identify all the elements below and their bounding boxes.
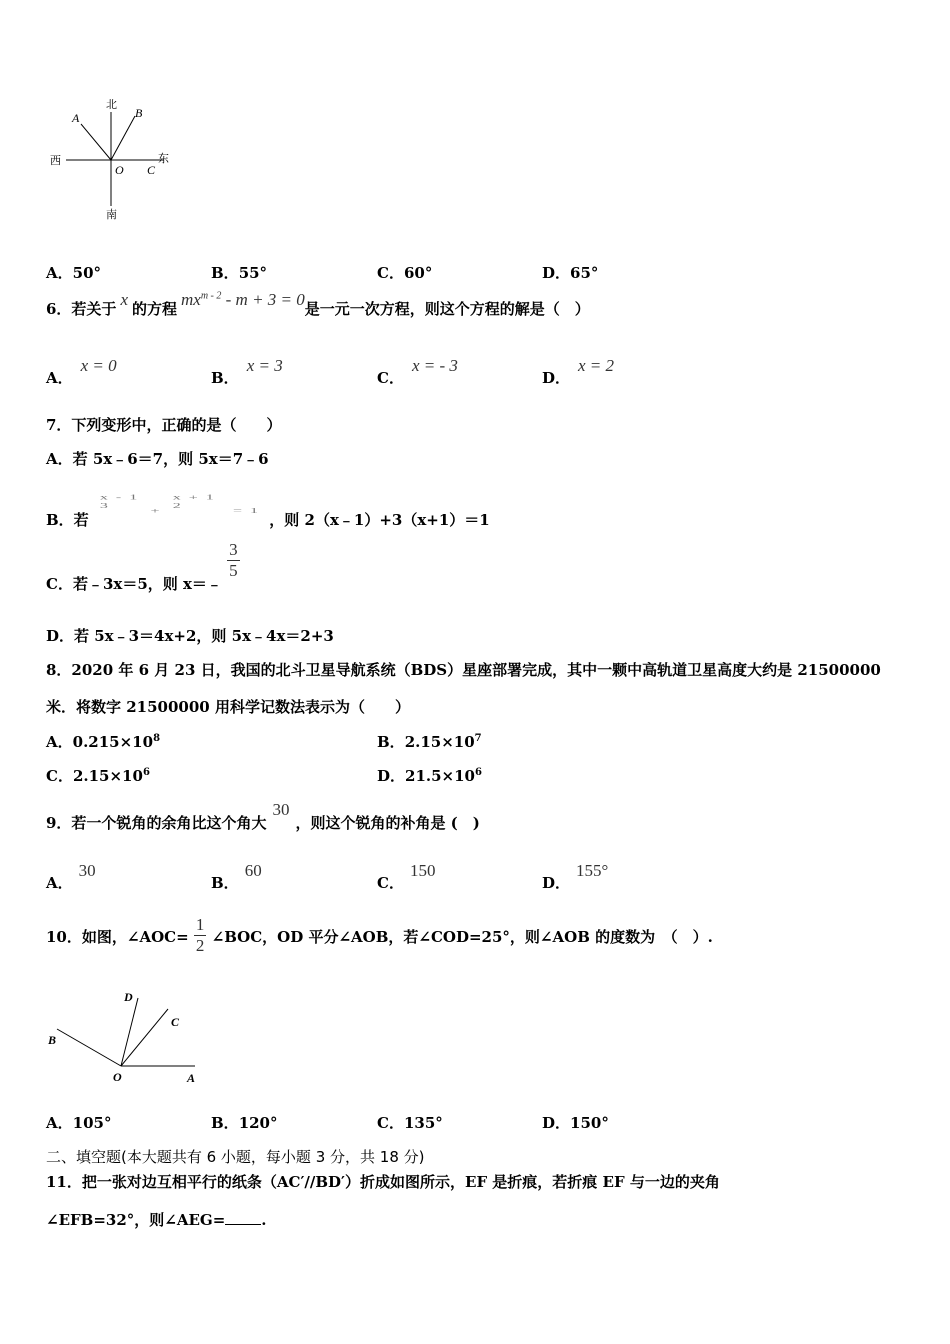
label-a: A xyxy=(187,1071,196,1085)
label-south: 南 xyxy=(106,208,117,221)
label-west: 西 xyxy=(50,154,61,167)
answer-blank[interactable] xyxy=(225,1210,261,1225)
q7-c-fraction: $\frac{3}{5}$ xyxy=(229,540,238,580)
q9-option-c[interactable]: C．150 xyxy=(377,861,436,892)
q11-stem-line2: ∠EFB=32°，则∠AEG= . xyxy=(46,1211,267,1229)
q9-stem: 9．若一个锐角的余角比这个角大30，则这个锐角的补角是 ( ) xyxy=(46,800,480,832)
label-d: D xyxy=(124,990,133,1004)
label-b: B xyxy=(48,1033,57,1047)
compass-figure xyxy=(44,94,184,224)
q8-stem-line1: 8．2020 年 6 月 23 日，我国的北斗卫星导航系统（BDS）星座部署完成，其中一颗中高轨道卫星高度大约是 21500000 xyxy=(46,661,881,679)
q7-option-c[interactable]: C．若﹣3x＝5，则 x＝﹣ $\frac{3}{5}$ xyxy=(46,540,238,593)
q9-option-b[interactable]: B．60 xyxy=(211,861,262,892)
q8-option-d[interactable]: D．$21.5\times 10^6$ xyxy=(377,767,482,785)
q10-option-a[interactable]: A．105° xyxy=(46,1114,112,1132)
q8-option-c[interactable]: C．$2.15\times 10^6$ xyxy=(46,767,150,785)
angle-figure xyxy=(40,985,210,1090)
q8-option-b[interactable]: B．$2.15\times 10^7$ xyxy=(377,733,482,751)
q7-b-fraction-2: x + 1 2 xyxy=(172,493,216,510)
q5-option-d[interactable]: D．65° xyxy=(542,264,599,282)
q11-stem-line1: 11．把一张对边互相平行的纸条（AC′//BD′）折成如图所示，EF 是折痕，若折痕 EF 与一边的夹角 xyxy=(46,1173,720,1191)
q5-option-a[interactable]: A．50° xyxy=(46,264,102,282)
q6-option-b[interactable]: B．x = 3 xyxy=(211,356,283,387)
q10-option-c[interactable]: C．135° xyxy=(377,1114,443,1132)
q7-option-a[interactable]: A．若 5x﹣6＝7，则 5x＝7﹣6 xyxy=(46,450,269,468)
ray-ob xyxy=(111,116,135,160)
q6-stem: 6．若关于 x 的方程 $mx^{m - 2} - m + 3 = 0$是一元一次方程，则这个方程的解是（ ） xyxy=(46,290,590,318)
q9-option-a[interactable]: A．30 xyxy=(46,861,96,892)
label-north: 北 xyxy=(106,98,117,111)
q7-option-d[interactable]: D．若 5x﹣3＝4x+2，则 5x﹣4x＝2+3 xyxy=(46,627,334,645)
label-c: C xyxy=(147,163,156,177)
label-o: O xyxy=(113,1070,122,1084)
ray-oa xyxy=(81,124,111,160)
ray-ob xyxy=(57,1029,121,1066)
q5-option-c[interactable]: C．60° xyxy=(377,264,433,282)
q8-option-a[interactable]: A．$0.215\times 10^8$ xyxy=(46,733,161,751)
section-heading: 二、填空题(本大题共有 6 小题，每小题 3 分，共 18 分) xyxy=(46,1148,425,1166)
label-c: C xyxy=(171,1015,180,1029)
q7-stem: 7．下列变形中，正确的是（ ） xyxy=(46,416,282,434)
q10-fraction: $\frac{1}{2}$ xyxy=(195,915,205,955)
q6-option-a[interactable]: A．x = 0 xyxy=(46,356,117,387)
q6-option-d[interactable]: D．x = 2 xyxy=(542,356,615,387)
q8-stem-line2: 米．将数字 21500000 用科学记数法表示为（ ） xyxy=(46,698,410,716)
q5-option-b[interactable]: B．55° xyxy=(211,264,268,282)
label-o: O xyxy=(115,163,124,177)
q7-option-b[interactable]: B．若 x - 1 3 + x + 1 2 = 1 ，则 2（x﹣1）+3（x+1）＝1 xyxy=(46,493,490,529)
q10-stem: 10．如图，∠AOC= $\frac{1}{2}$ ∠BOC，OD 平分∠AOB，若∠COD=25°，则∠AOB 的度数为 （ ）. xyxy=(46,915,713,955)
q6-option-c[interactable]: C．x = - 3 xyxy=(377,356,458,387)
label-east: 东 xyxy=(158,152,169,165)
label-a: A xyxy=(72,111,80,125)
q7-b-fraction-1: x - 1 3 xyxy=(99,493,140,510)
q6-equation: $mx^{m - 2} - m + 3 = 0$ xyxy=(181,290,305,309)
q9-option-d[interactable]: D．155° xyxy=(542,861,609,892)
label-b: B xyxy=(135,106,143,120)
q10-option-d[interactable]: D．150° xyxy=(542,1114,609,1132)
q10-option-b[interactable]: B．120° xyxy=(211,1114,278,1132)
